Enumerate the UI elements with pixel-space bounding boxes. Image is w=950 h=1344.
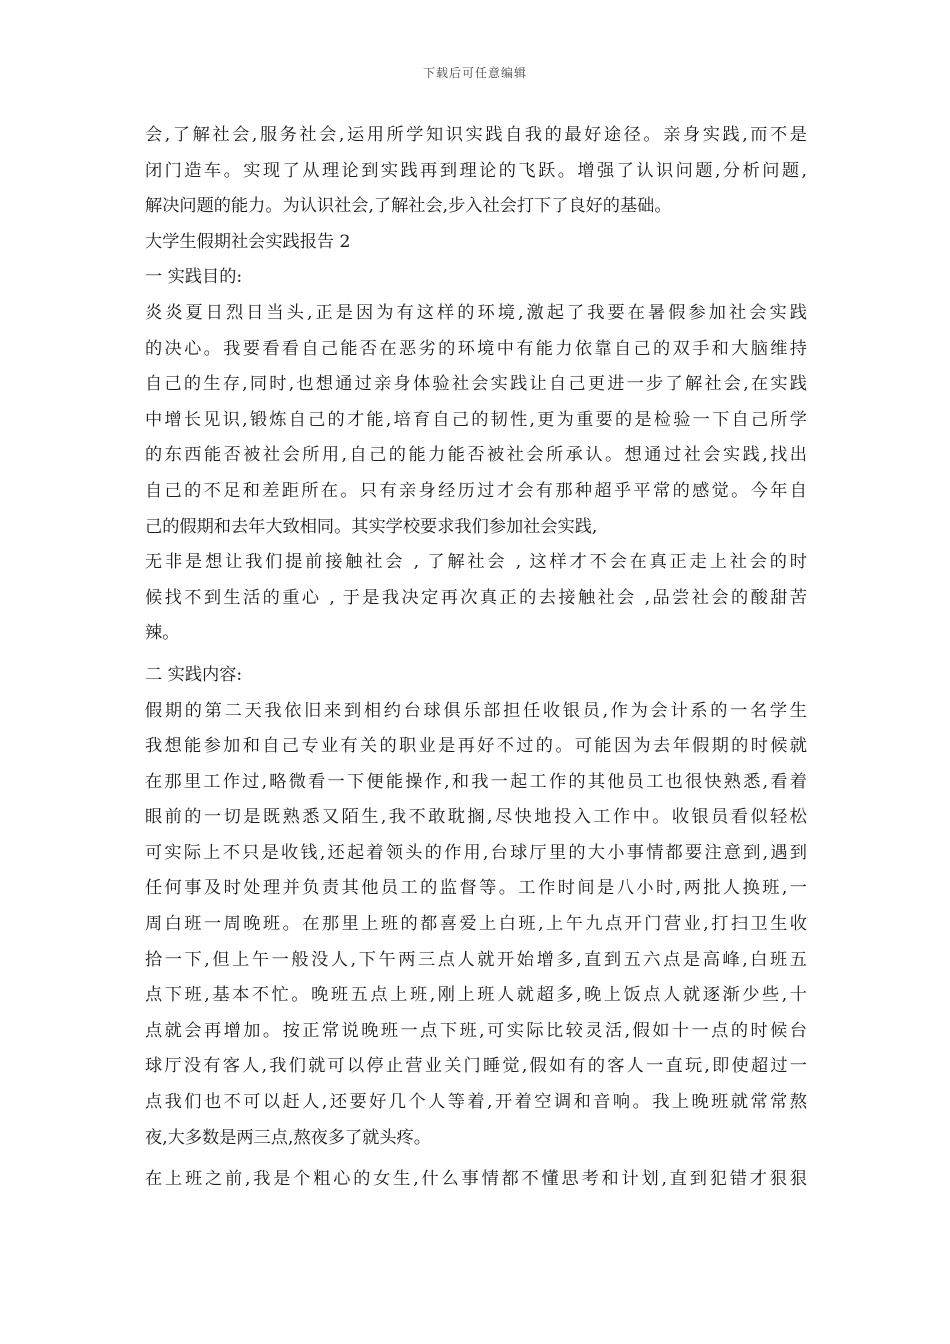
text-line: 夜,大多数是两三点,熬夜多了就头疼。 — [145, 1127, 431, 1148]
text-line: 候找不到生活的重心 , 于是我决定再次真正的去接触社会 ,品尝社会的酸甜苦 — [145, 587, 807, 608]
text-line: 点下班,基本不忙。晚班五点上班,刚上班人就超多,晚上饭点人就逐渐少些,十 — [145, 985, 807, 1006]
text-line: 己的假期和去年大致相同。其实学校要求我们参加社会实践, — [145, 516, 598, 537]
text-line: 拾一下,但上午一般没人,下午两三点人就开始增多,直到五六点是高峰,白班五 — [145, 949, 807, 970]
text-line: 在那里工作过,略微看一下便能操作,和我一起工作的其他员工也很快熟悉,看着 — [145, 771, 807, 792]
text-line: 中增长见识,锻炼自己的才能,培育自己的韧性,更为重要的是检验一下自己所学 — [145, 409, 807, 430]
text-line: 一 实践目的: — [145, 267, 243, 288]
text-line: 在上班之前,我是个粗心的女生,什么事情都不懂思考和计划,直到犯错才狠狠 — [145, 1169, 807, 1190]
text-line: 炎炎夏日烈日当头,正是因为有这样的环境,激起了我要在暑假参加社会实践 — [145, 302, 807, 323]
text-line: 解决问题的能力。为认识社会,了解社会,步入社会打下了良好的基础。 — [145, 196, 672, 217]
text-line: 球厅没有客人,我们就可以停止营业关门睡觉,假如有的客人一直玩,即使超过一 — [145, 1056, 807, 1077]
text-line: 大学生假期社会实践报告 2 — [145, 231, 351, 252]
text-line: 的东西能否被社会所用,自己的能力能否被社会所承认。想通过社会实践,找出 — [145, 445, 807, 466]
text-line: 点就会再增加。按正常说晚班一点下班,可实际比较灵活,假如十一点的时候台 — [145, 1020, 807, 1041]
text-line: 二 实践内容: — [145, 664, 243, 685]
document-body — [145, 118, 807, 1198]
text-line: 会,了解社会,服务社会,运用所学知识实践自我的最好途径。亲身实践,而不是 — [145, 125, 807, 145]
page-header: 下载后可任意编辑 — [422, 66, 527, 80]
text-line: 辣。 — [145, 623, 180, 644]
text-line: 的决心。我要看看自己能否在恶劣的环境中有能力依靠自己的双手和大脑维持 — [145, 338, 807, 359]
text-line: 无非是想让我们提前接触社会 , 了解社会 , 这样才不会在真正走上社会的时 — [145, 552, 807, 573]
text-line: 可实际上不只是收钱,还起着领头的作用,台球厅里的大小事情都要注意到,遇到 — [145, 842, 807, 863]
text-line: 眼前的一切是既熟悉又陌生,我不敢耽搁,尽快地投入工作中。收银员看似轻松 — [145, 807, 807, 828]
text-line: 点我们也不可以赶人,还要好几个人等着,开着空调和音响。我上晚班就常常熬 — [145, 1092, 807, 1113]
text-line: 任何事及时处理并负责其他员工的监督等。工作时间是八小时,两批人换班,一 — [145, 878, 807, 899]
text-line: 自己的不足和差距所在。只有亲身经历过才会有那种超乎平常的感觉。今年自 — [145, 480, 807, 501]
text-line: 假期的第二天我依旧来到相约台球俱乐部担任收银员,作为会计系的一名学生 — [145, 700, 807, 721]
text-line: 闭门造车。实现了从理论到实践再到理论的飞跃。增强了认识问题,分析问题, — [145, 160, 807, 181]
text-line: 自己的生存,同时,也想通过亲身体验社会实践让自己更进一步了解社会,在实践 — [145, 374, 807, 395]
text-line: 周白班一周晚班。在那里上班的都喜爱上白班,上午九点开门营业,打扫卫生收 — [145, 914, 807, 935]
text-line: 我想能参加和自己专业有关的职业是再好不过的。可能因为去年假期的时候就 — [145, 736, 807, 757]
